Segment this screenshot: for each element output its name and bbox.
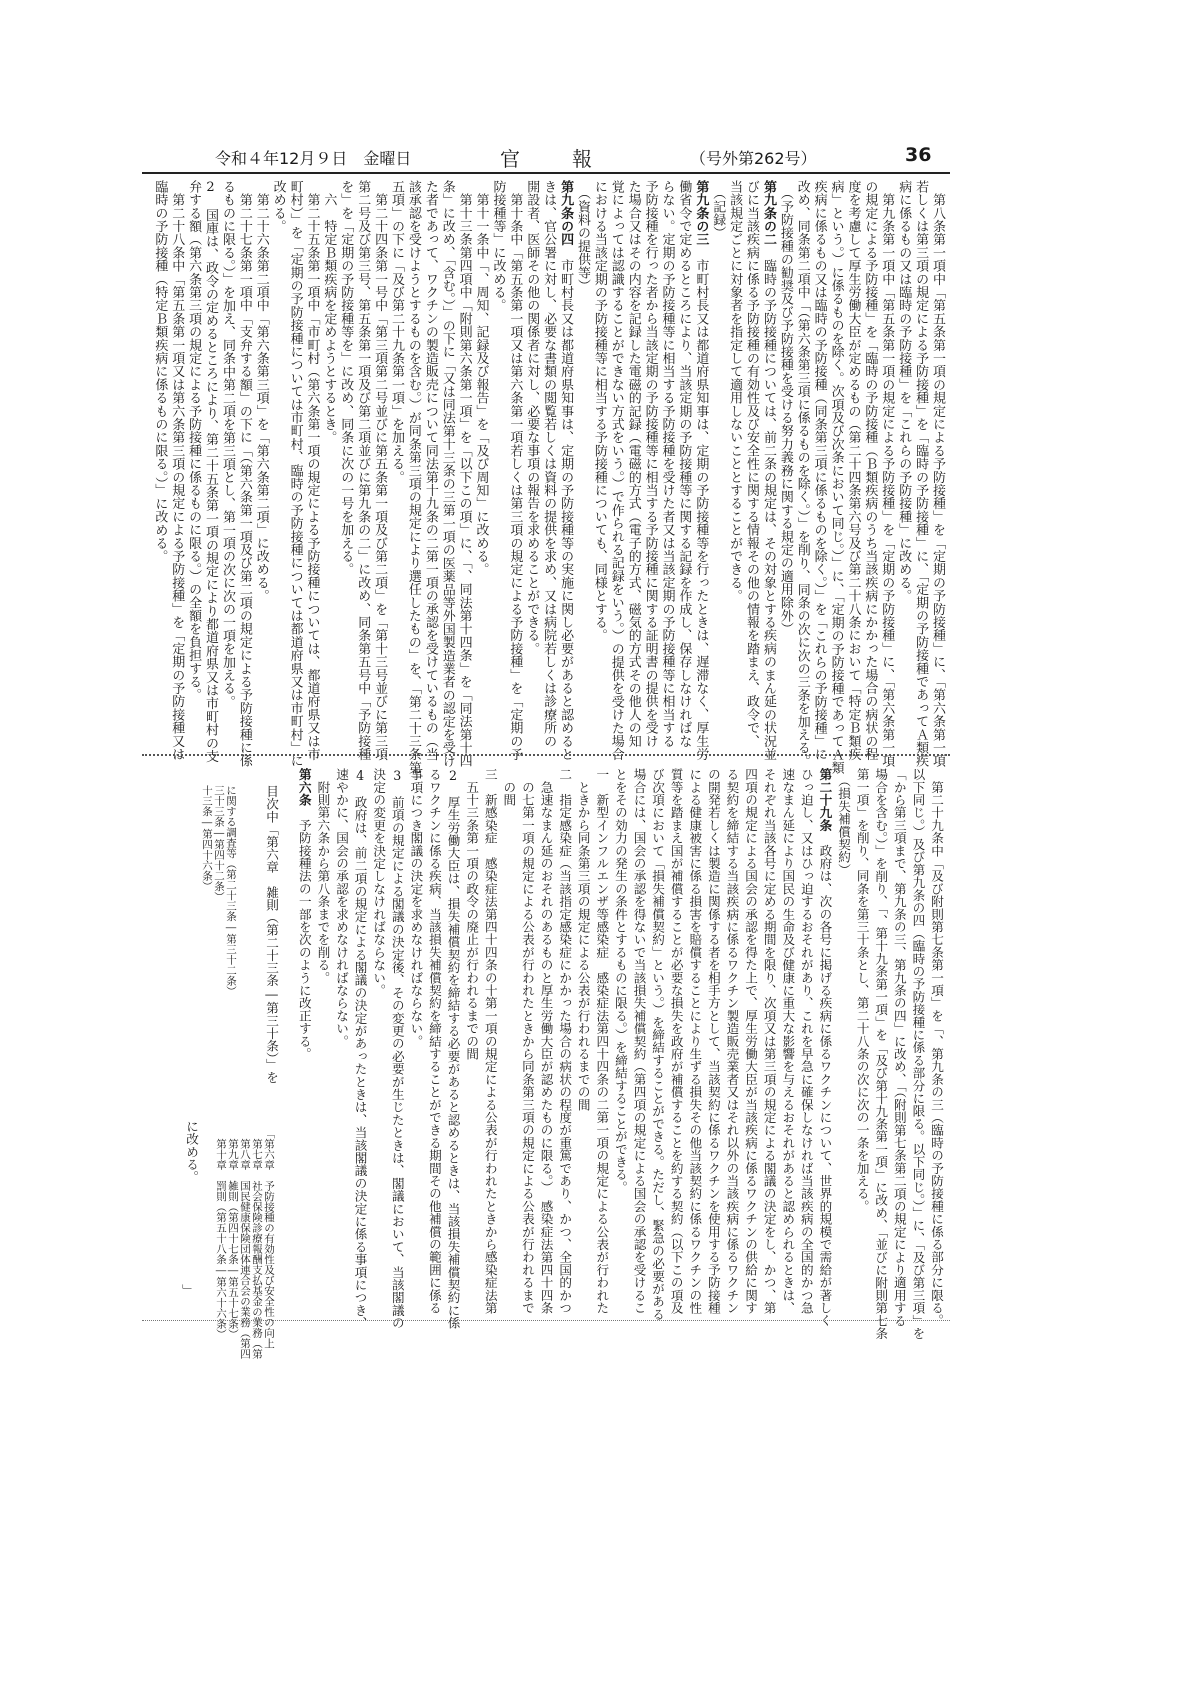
toc-chapter: 「第六章 予防接種の有効性及び安全性の向上: [263, 1128, 275, 1349]
text-column: [235, 180, 252, 768]
text-line: 急速なまん延のおそれのあるものと厚生労働大臣が認めたものに限る。） 感染症法第四十四条: [538, 768, 554, 1315]
header-rule: [142, 172, 950, 174]
toc-chapter: 第十章 罰則（第五十八条―第六十六条）: [215, 1128, 227, 1340]
text-column: [629, 768, 648, 1318]
text-column: [852, 768, 871, 1318]
text-column: [462, 768, 481, 1318]
text-column: [252, 180, 269, 750]
text-line: 以下同じ。）及び第九条の四（臨時の予防接種に係る部分に限る。以下同じ。）」に、「及び第三項」を: [910, 768, 926, 1340]
text-line: 度を考慮して厚生労働大臣が定めるもの（第二十四条第六号及び第二十八条において「特定Ｂ類疾: [845, 180, 861, 761]
article-heading: 第九条の二: [760, 180, 776, 246]
text-line: による健康被害に係る損害を賠償することにより生ずる損失その他当該契約に係るワクチンの性: [687, 768, 703, 1315]
text-line: 政府は、次の各号に掲げる疾病に係るワクチンについて、世界的規模で需給が著しく: [817, 831, 833, 1327]
text-column: [331, 768, 350, 1318]
text-column: [505, 180, 523, 761]
text-line: を」を「定期の予防接種等を」に改め、同条に次の一号を加える。: [338, 180, 354, 576]
text-column: [708, 180, 725, 750]
text-line: 臨時の予防接種については、前二条の規定は、その対象とする疾病のまん延の状況並: [760, 246, 776, 761]
text-line: 質等を踏まえ国が補償することが必要な損失を政府が補償することを約する契約（以下この項及: [668, 768, 684, 1315]
article-heading: 第六条: [296, 768, 312, 807]
text-column: [871, 768, 890, 1340]
text-line: 改める。: [270, 180, 286, 233]
text-column: [911, 180, 929, 768]
text-column: [894, 180, 911, 750]
text-line: 防接種等」に改める。: [490, 180, 506, 312]
text-line: 覚によっては認識することができない方式をいう。）で作られる記録をいう。）の提供を受けた場合: [608, 180, 624, 761]
text-line: 三 新感染症 感染症法第四十四条の十第一項の規定による公表が行われたときから感染症法第: [482, 768, 498, 1315]
text-line: るものに限る。）」を加え、同条中第二項を第三項とし、第一項の次に次の一項を加える。: [219, 180, 235, 709]
text-line: きは、官公署に対し、必要な書類の閲覧若しくは資料の提供を求め、又は病院若しくは診療所の: [541, 180, 557, 748]
text-line: び次項において「損失補償契約」という。）を締結することができる。ただし、緊急の必要がある: [650, 768, 666, 1321]
text-line: 市町村長又は都道府県知事は、定期の予防接種等を行ったときは、遅滞なく、厚生労: [693, 246, 709, 761]
text-column: [269, 180, 286, 750]
gazette-title: 官 報: [500, 147, 596, 171]
text-column: [472, 180, 489, 750]
text-column: [489, 180, 506, 750]
text-column: [443, 768, 462, 1330]
text-line: 3 前項の規定による閣議の決定後、その変更の必要が生じたときは、閣議において、当該閣議の: [389, 768, 405, 1330]
text-column: [539, 180, 556, 750]
text-column: [810, 180, 827, 761]
text-line: 臨時の予防接種（特定Ｂ類疾病に係るものに限る。）」に改める。: [152, 180, 168, 563]
text-line: 4 政府は、前二項の規定による閣議の決定があったときは、当該閣議の決定に係る事項につき、: [352, 768, 368, 1330]
text-column: [406, 768, 425, 1318]
text-column: [703, 768, 722, 1318]
text-line: （資料の提供等）: [574, 180, 590, 293]
text-column: [778, 768, 797, 1318]
text-line: 予防接種法の一部を次のように改正する。: [296, 806, 312, 1061]
text-line: 第九条第一項中「第五条第一項の規定による予防接種」を「定期の予防接種」に、「第六条第一項: [879, 180, 895, 768]
text-line: 二 指定感染症（当該指定感染症にかかった場合の病状の程度が重篤であり、かつ、全国的かつ: [557, 768, 573, 1315]
text-line: 一 新型インフルエンザ等感染症 感染症法第四十四条の二第一項の規定による公表が行われた: [594, 768, 610, 1315]
text-line: 五項」の下に「及び第二十九条第一項」を加える。: [389, 180, 404, 484]
text-column: [592, 768, 611, 1318]
text-line: 第二号及び第三号、第五条第一項及び第二項並びに第九条の二」に改め、同条第五号中「予防接種: [355, 180, 371, 761]
text-line: とをその効力の発生の条件とするものに限る。）を締結することができる。: [612, 768, 628, 1194]
article-heading: 第九条の四: [558, 180, 574, 246]
text-line: 第十一条中「、周知、記録及び報告」を「及び周知」に改める。: [473, 180, 489, 576]
text-column: [759, 180, 776, 761]
lower-text-block: [294, 768, 945, 1340]
toc-chapter: 第七章 社会保険診療報酬支払基金の業務（第: [251, 1128, 263, 1359]
text-column: [313, 768, 332, 1318]
text-column: [218, 180, 235, 750]
text-column: [815, 768, 834, 1327]
section-divider: [142, 754, 950, 756]
text-line: 場合には、国会の承認を得ないで当該損失補償契約（第四項の規定による国会の承認を受けるこ: [631, 768, 647, 1315]
text-line: 場合を含む。）」を削り、「、第十九条第一項」を「及び第十九条第一項」に改め、「並びに附則第七条: [873, 768, 889, 1340]
text-line: （損失補償契約）: [836, 768, 852, 876]
text-column: [336, 180, 353, 750]
text-line: た場合又はその内容を記録した電磁的記録（電磁的方式（電子的方式、磁気的方式その他人の知: [625, 180, 641, 748]
text-column: [455, 180, 472, 768]
text-column: [303, 180, 320, 761]
text-line: の開発若しくは製造に関係する者を相手方として、当該契約に係るワクチンを使用する予防接種: [705, 768, 721, 1315]
text-column: [833, 768, 852, 1318]
text-line: における当該定期の予防接種等に相当する予防接種についても、同様とする。: [591, 180, 607, 642]
text-line: 市町村長又は都道府県知事は、定期の予防接種等の実施に関し必要があると認めると: [558, 246, 574, 761]
text-line: 当該規定ごとに対象者を指定して適用しないこととすることができる。: [727, 180, 743, 603]
text-line: 若しくは第三項の規定による予防接種」を「臨時の予防接種」に、「定期の予防接種であってＡ類疾: [913, 180, 929, 768]
text-line: た者であって、ワクチンの製造販売について同法第十九条の二第一項の承認を受けているもの（当: [422, 180, 438, 761]
toc-end-text: に改める。: [184, 1120, 199, 1183]
text-column: [556, 180, 574, 761]
text-line: の七第一項の規定による公表が行われたときから同条第三項の規定による公表が行われるまで: [519, 768, 535, 1315]
text-column: [387, 768, 406, 1330]
toc-close-bracket: 」: [180, 1284, 195, 1297]
text-line: （記録）: [710, 180, 726, 240]
toc-continuations: [201, 785, 237, 997]
text-column: [722, 768, 741, 1318]
text-line: 2 国庫は、政令の定めるところにより、第二十五条第一項の規定により都道府県又は市町村の支: [203, 180, 219, 763]
text-line: 改め、同条第二項中「（第六条第三項に係るものを除く。）」を削り、同条の次に次の三条を加える。: [794, 180, 810, 768]
text-column: [573, 180, 590, 750]
text-line: らない。定期の予防接種等に相当する予防接種を受けた者又は当該定期の予防接種等に相当する: [659, 180, 675, 748]
text-line: 事項につき閣議の決定を求めなければならない。: [408, 768, 424, 1048]
text-line: 第二十八条中「第五条第一項又は第六条第三項の規定による予防接種」を「定期の予防接種又は: [169, 180, 185, 761]
text-line: の間: [501, 768, 517, 807]
text-line: （予防接種の勧奨及び予防接種を受ける努力義務に関する規定の適用除外）: [777, 180, 793, 636]
text-column: [759, 768, 778, 1318]
toc-amendment-intro: 目次中「第六章 雑則（第二十三条―第三十条）」を: [264, 785, 279, 1084]
toc-chapter-list: [215, 1128, 275, 1359]
text-column: [742, 180, 759, 750]
text-column: [573, 768, 592, 1318]
text-column: [150, 180, 167, 750]
text-column: [624, 180, 641, 750]
toc-chapter: 第八章 国民健康保険団体連合会の業務（第四: [239, 1128, 251, 1359]
text-line: 附則第六条から第八条までを削る。: [315, 768, 331, 984]
text-column: [685, 768, 704, 1318]
text-column: [201, 180, 219, 763]
text-line: 第二十七条第一項中「支弁する額」の下に「（第六条第一項及び第二項の規定による予防接種に係: [236, 180, 252, 768]
text-column: [740, 768, 759, 1318]
text-line: るワクチンに係る疾病、当該損失補償契約を締結することができる期間その他補償の範囲に係る: [426, 768, 442, 1315]
text-column: [167, 180, 185, 761]
text-column: [926, 768, 945, 1327]
text-line: 2 厚生労働大臣は、損失補償契約を締結する必要があると認めるときは、当該損失補償契約に係: [445, 768, 461, 1330]
text-column: [827, 180, 844, 775]
text-column: [555, 768, 574, 1318]
text-line: ひっ迫し、又はひっ迫するおそれがあり、これを早急に確保しなければ当該疾病の全国的かつ急: [798, 768, 814, 1315]
text-column: [184, 180, 201, 750]
text-line: 六 特定Ｂ類疾病を定めようとするとき。: [321, 180, 337, 444]
issue-date: 令和４年12月９日 金曜日: [215, 149, 412, 168]
text-column: [294, 768, 313, 1318]
text-column: [844, 180, 861, 761]
text-line: 疾病に係るもの又は臨時の予防接種（同条第三項に係るものを除く。）」を「これらの予防接種」に: [811, 180, 827, 761]
toc-continuation: 三十三条―第四十二条）: [213, 785, 225, 902]
bottom-rule: [142, 1320, 950, 1321]
text-column: [928, 180, 945, 768]
text-line: 決定の変更を決定しなければならない。: [371, 768, 387, 997]
text-line: 条」に改め、「含む。）」の下に「又は同法第十三条の三第一項の医薬品等外国製造業者の認定を受け: [439, 180, 455, 768]
text-line: 第十条中「第五条第一項又は第六条第一項若しくは第三項の規定による予防接種」を「定期の予: [507, 180, 523, 761]
text-line: 五十三条第一項の政令の廃止が行われるまでの間: [464, 768, 480, 1061]
text-column: [776, 180, 793, 750]
text-column: [369, 768, 388, 1318]
text-line: 病に係るもの又は臨時の予防接種」を「これらの予防接種」に改める。: [896, 180, 912, 603]
text-column: [438, 180, 455, 768]
text-line: 開設者、医師その他の関係者に対し、必要な事項の報告を求めることができる。: [524, 180, 540, 656]
toc-continuation: に関する調査等（第二十三条―第三十二条）: [225, 785, 237, 997]
text-line: それぞれ当該各号に定める期間を限り、次項又は第三項の規定による閣議の決定をし、かつ、第: [761, 768, 777, 1315]
text-column: [387, 180, 404, 750]
text-column: [404, 180, 421, 775]
text-column: [610, 768, 629, 1318]
text-column: [889, 768, 908, 1327]
page-number: 36: [905, 144, 932, 166]
text-column: [648, 768, 667, 1321]
text-column: [641, 180, 658, 750]
text-column: [658, 180, 675, 750]
text-column: [691, 180, 709, 761]
text-line: る契約を締結する当該疾病に係るワクチン製造販売業者又はそれ以外の当該疾病に係るワクチン: [724, 768, 740, 1315]
text-column: [319, 180, 336, 750]
text-column: [908, 768, 927, 1340]
text-column: [793, 180, 810, 768]
text-line: 町村）」を「定期の予防接種については市町村、臨時の予防接種については都道府県又は市町村」に: [287, 180, 303, 768]
text-column: [675, 180, 692, 750]
text-line: 第二十九条中「及び附則第七条第一項」を「、第九条の三（臨時の予防接種に係る部分に限る。: [929, 768, 944, 1327]
text-column: [517, 768, 536, 1318]
text-line: 第二十五条第一項中「市町村（第六条第一項の規定による予防接種については、都道府県又は市: [304, 180, 320, 761]
text-line: 速やかに、国会の承認を求めなければならない。: [334, 768, 349, 1048]
text-line: 第二十六条第二項中「第六条第三項」を「第六条第二項」に改める。: [253, 180, 269, 603]
text-line: の規定による予防接種」を「臨時の予防接種（Ｂ類疾病のうち当該疾病にかかった場合の病状の程: [862, 180, 878, 761]
toc-continuation: 十三条―第四十六条）: [201, 785, 213, 892]
text-column: [353, 180, 371, 761]
text-line: 予防接種を行った者から当該定期の予防接種等に相当する予防接種に関する証明書の提供を受け: [642, 180, 658, 748]
text-line: 「から第三項まで、第九条の三、第九条の四」に改め、「（附則第七条第二項の規定により適用する: [891, 768, 907, 1327]
text-line: 第十三条第四項中「附則第六条第一項」を「以下この項」に、「、同法第十四条」を「同法第十四: [456, 180, 472, 768]
text-column: [796, 768, 815, 1318]
text-line: 四項の規定による国会の承認を得た上で、厚生労働大臣が当該疾病に係るワクチンの供給に関す: [743, 768, 759, 1315]
text-column: [607, 180, 624, 761]
text-line: ときから同条第三項の規定による公表が行われるまでの間: [575, 768, 591, 1111]
issue-number: （号外第262号）: [690, 149, 817, 168]
text-column: [860, 180, 878, 761]
text-column: [480, 768, 499, 1318]
toc-chapter: 第九章 雑則（第四十七条―第五十七条）: [227, 1128, 239, 1340]
article-heading: 第二十九条: [817, 768, 833, 832]
text-column: [536, 768, 555, 1318]
text-line: びに当該疾病に係る予防接種の有効性及び安全性に関する情報その他の情報を踏まえ、政令で、: [744, 180, 760, 748]
text-line: 該承認を受けようとするものを含む。）が同条第三項の規定により選任したもの」を、「第二十三条第: [405, 180, 421, 775]
text-line: 病」という。）に係るものを除く。次項及び次条において同じ。）」に、「定期の予防接種であってＡ類: [828, 180, 844, 775]
text-column: [666, 768, 685, 1318]
text-line: 速なまん延により国民の生命及び健康に重大な影響を与えるおそれがあると認められるときは、: [780, 768, 796, 1315]
text-column: [350, 768, 369, 1330]
text-line: 働省令で定めるところにより、当該定期の予防接種等に関する記録を作成し、保存しなければな: [676, 180, 692, 748]
text-column: [522, 180, 539, 750]
text-column: [499, 768, 518, 1318]
text-line: 弁する額（第六条第三項の規定による予防接種に係るものに限る。）の全額を負担する。: [186, 180, 202, 702]
article-heading: 第九条の三: [693, 180, 709, 246]
text-column: [590, 180, 607, 750]
text-column: [424, 768, 443, 1318]
text-column: [286, 180, 303, 768]
text-line: 第一項」を削り、同条を第三十条とし、第二十八条の次に次の一条を加える。: [854, 768, 870, 1213]
text-column: [725, 180, 742, 750]
text-column: [421, 180, 438, 761]
text-line: 第二十四条第一号中「第三項第二号並びに第五条第一項及び第二項」を「第十三号並びに第三項: [372, 180, 388, 761]
upper-text-block: [150, 180, 945, 775]
text-line: 第八条第一項中「第五条第一項の規定による予防接種」を「定期の予防接種」に、「第六条第一項: [930, 180, 945, 768]
text-column: [877, 180, 895, 768]
text-column: [370, 180, 388, 761]
